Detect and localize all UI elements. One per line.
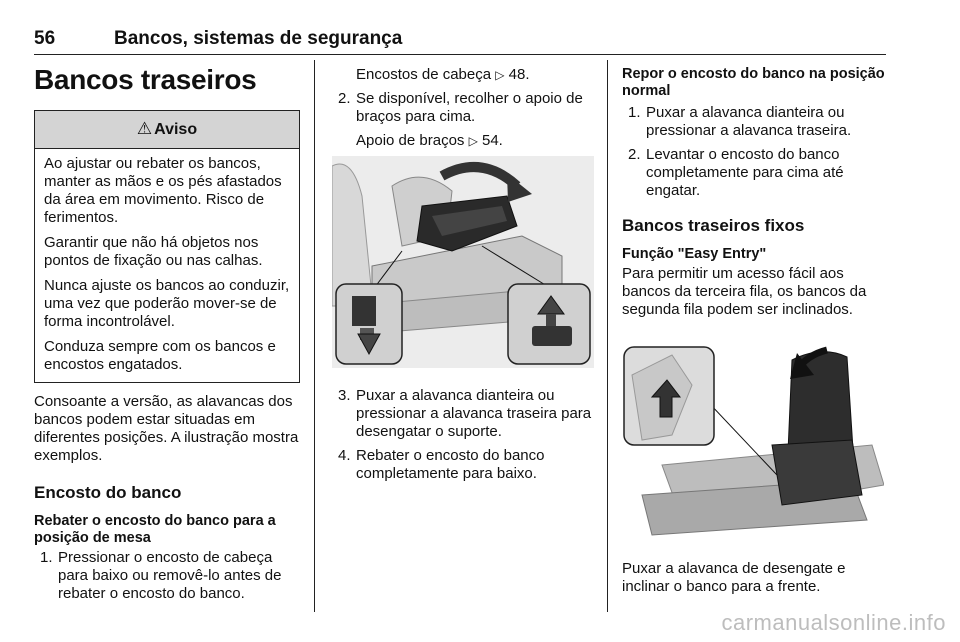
- page-header: [34, 22, 886, 55]
- warning-triangle-icon: ⚠: [136, 119, 153, 138]
- step-item: 3. Puxar a alavanca dianteira ou pressionar a alavanca traseira para desengatar o suporte.: [338, 387, 592, 440]
- column-divider: [607, 60, 608, 612]
- column-1: [34, 60, 300, 609]
- step-item: 2. Se disponível, recolher o apoio de braços para cima.: [338, 90, 583, 125]
- warning-paragraph: Conduza sempre com os bancos e encostos engatados.: [44, 338, 276, 373]
- warning-header: [35, 111, 299, 149]
- easy-entry-illustration: [622, 345, 888, 546]
- warning-body: [35, 149, 299, 382]
- warning-paragraph: Nunca ajuste os bancos ao conduzir, uma vez que poderão mover-se de forma incontrolável.: [44, 277, 290, 330]
- warning-paragraph: Ao ajustar ou rebater os bancos, manter as mãos e os pés afastados da área em movimento. Risco de ferimentos.: [44, 155, 282, 226]
- easy-entry-text: Para permitir um acesso fácil aos bancos da terceira fila, os bancos da segunda fila podem ser inclinados.: [622, 265, 867, 318]
- step-item: 1. Puxar a alavanca dianteira ou pressionar a alavanca traseira.: [628, 104, 852, 139]
- heading-bancos-fixos: Bancos traseiros fixos: [622, 216, 805, 235]
- reference-arrow-icon: ▷: [468, 134, 478, 148]
- intro-text: Consoante a versão, as alavancas dos bancos podem estar situadas em diferentes posições. A ilustração mostra exemplos.: [34, 393, 299, 464]
- subheading-rebater: Rebater o encosto do banco para a posição de mesa: [34, 513, 276, 546]
- seat-folding-illustration: [332, 156, 596, 373]
- warning-paragraph: Garantir que não há objetos nos pontos de fixação ou nas calhas.: [44, 234, 263, 269]
- reference-line: Encostos de cabeça ▷ 48.: [356, 66, 530, 83]
- reference-page[interactable]: 54.: [481, 132, 503, 149]
- reference-arrow-icon: ▷: [495, 68, 505, 82]
- column-3: [622, 66, 888, 604]
- column-2: [332, 66, 596, 489]
- warning-box: [34, 110, 300, 383]
- heading-encosto: Encosto do banco: [34, 483, 182, 502]
- step-item: 2. Levantar o encosto do banco completamente para cima até engatar.: [628, 146, 844, 199]
- warning-title: Aviso: [154, 121, 198, 138]
- watermark: carmanualsonline.info: [721, 610, 946, 635]
- column-divider: [314, 60, 315, 612]
- reference-page[interactable]: 48.: [508, 66, 530, 83]
- subheading-easy-entry: Função "Easy Entry": [622, 246, 767, 262]
- page-number: 56: [34, 28, 56, 49]
- subheading-repor: Repor o encosto do banco na posição normal: [622, 66, 885, 99]
- section-title: Bancos traseiros: [34, 64, 257, 95]
- chapter-title: Bancos, sistemas de segurança: [114, 28, 403, 49]
- reference-line: Apoio de braços ▷ 54.: [356, 132, 503, 149]
- illustration-caption: Puxar a alavanca de desengate e inclinar o banco para a frente.: [622, 560, 846, 595]
- step-item: 4. Rebater o encosto do banco completamente para baixo.: [338, 447, 545, 482]
- step-item: 1. Pressionar o encosto de cabeça para baixo ou removê-lo antes de rebater o encosto do banco.: [40, 549, 282, 602]
